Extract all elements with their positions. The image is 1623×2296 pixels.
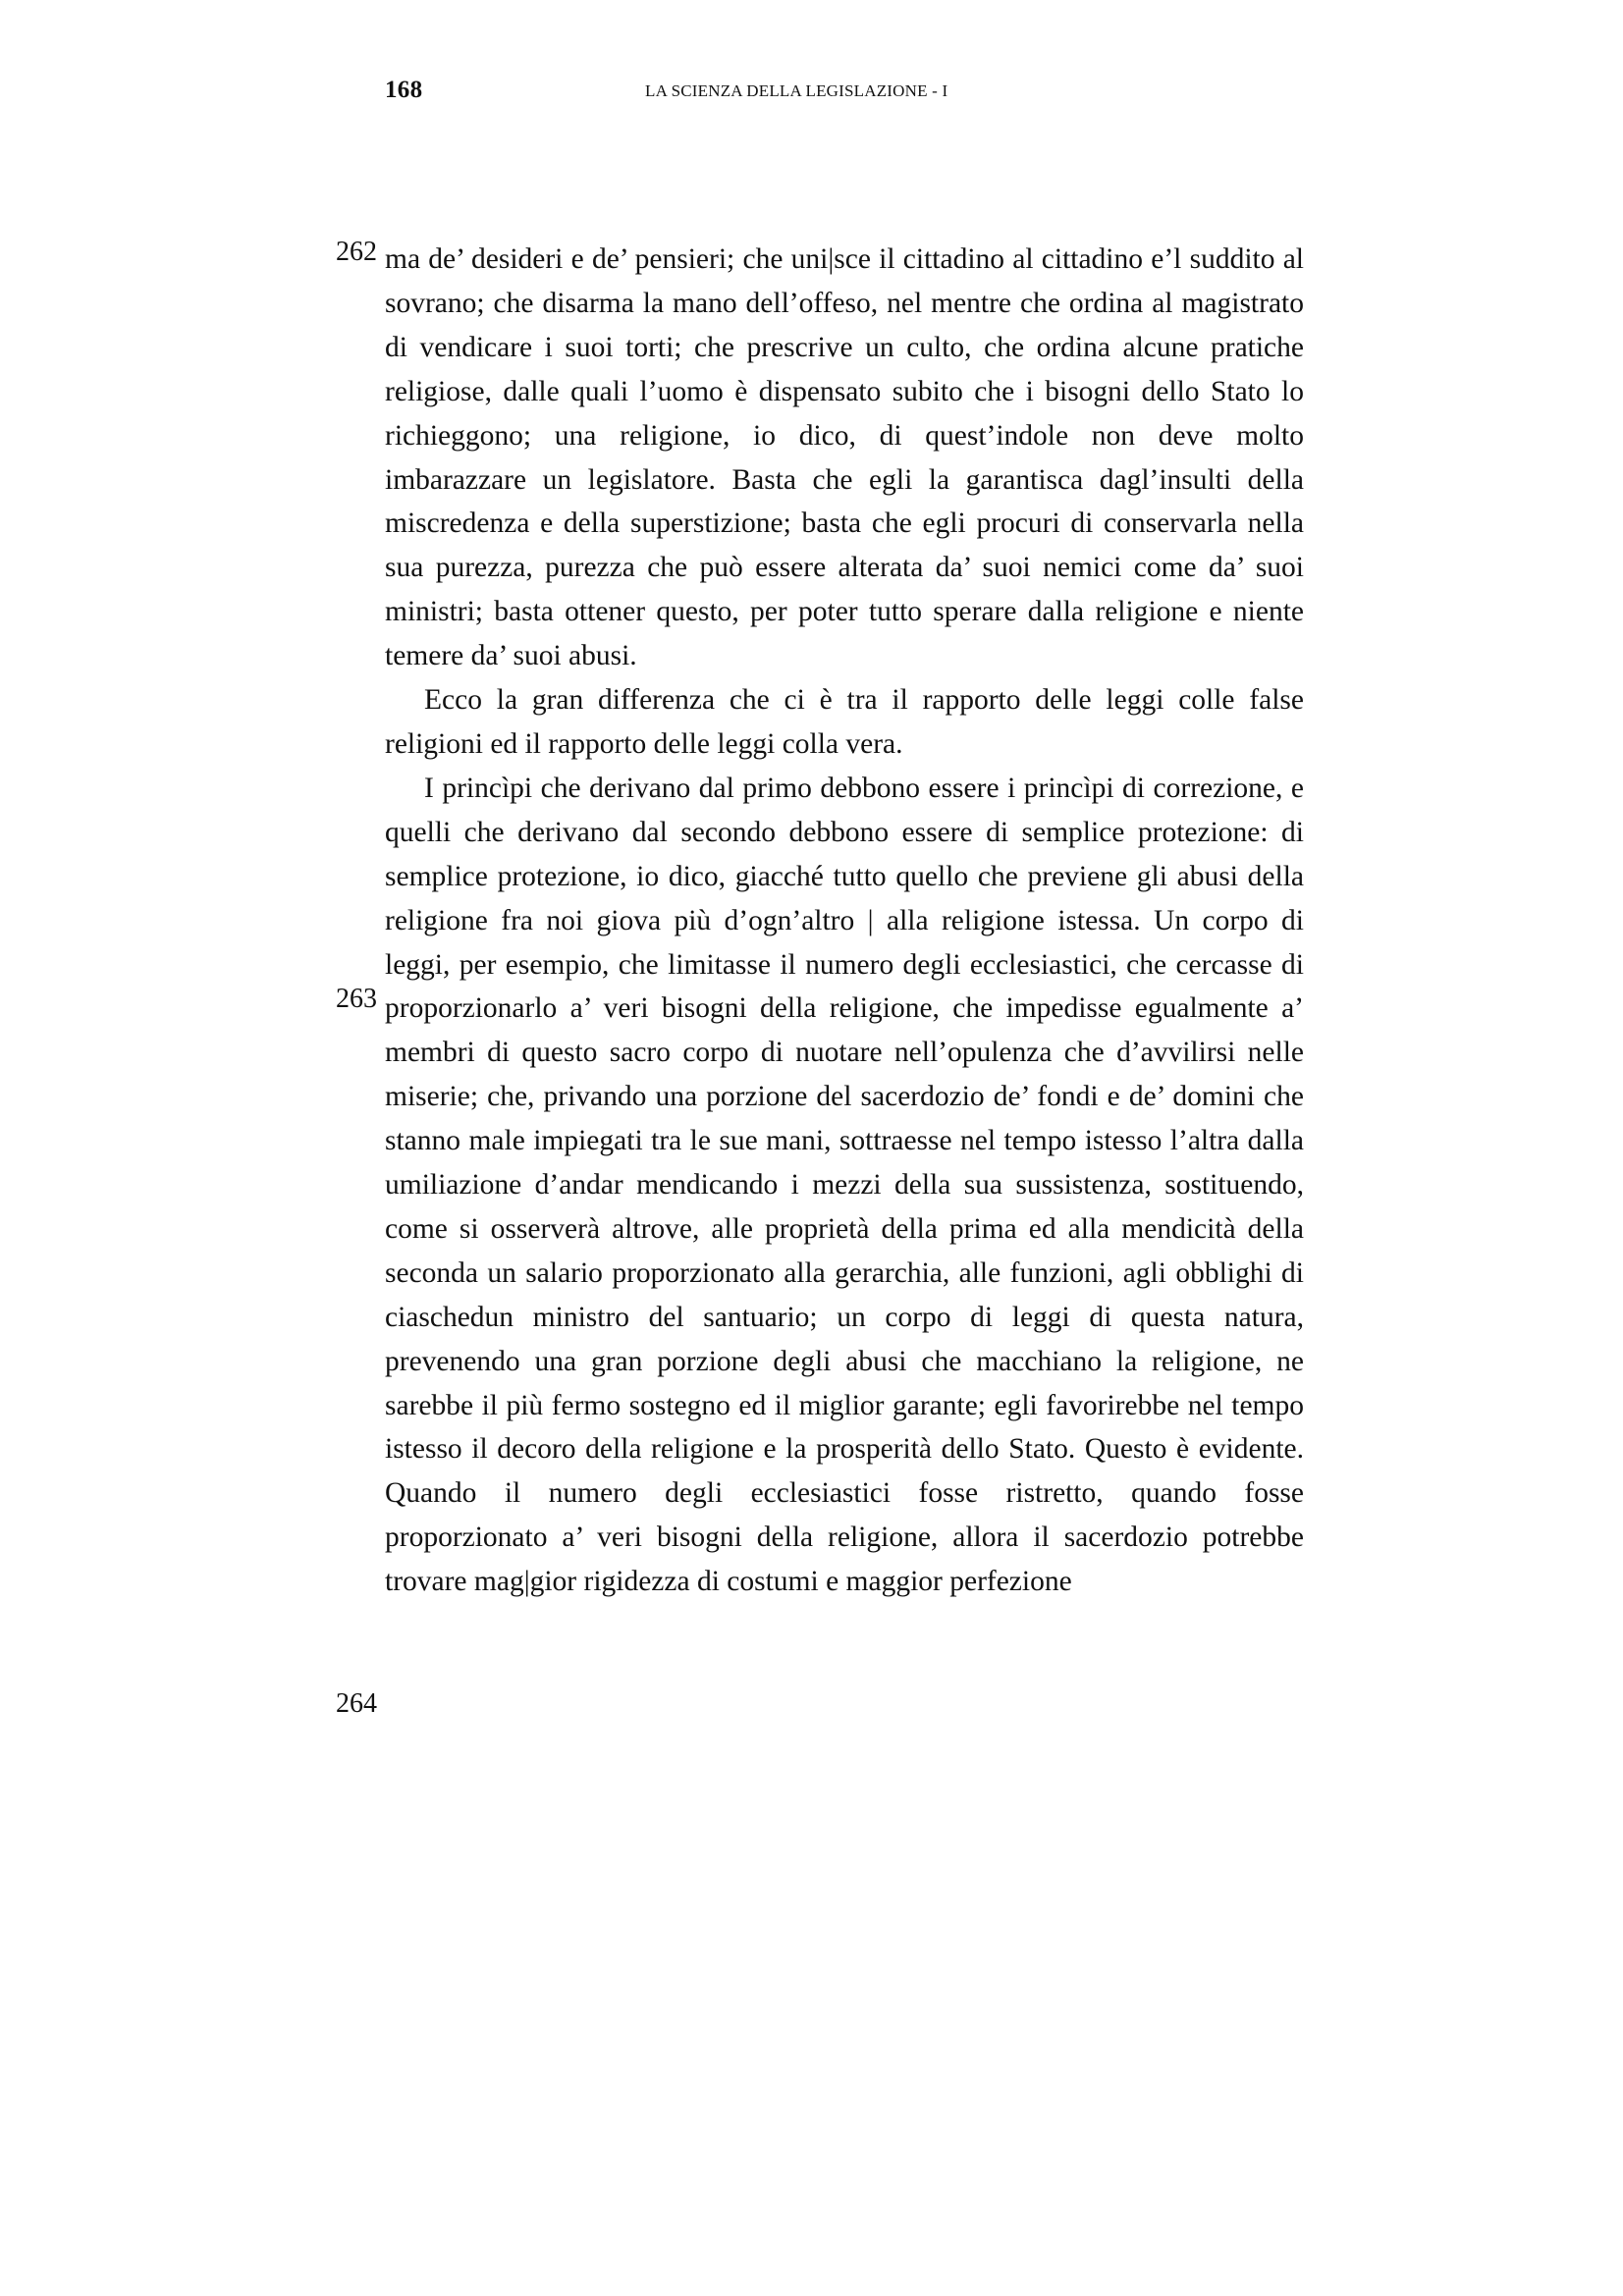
paragraph-1: ma de’ desideri e de’ pensieri; che uni|sce il cittadino al cittadino e’l suddito al sovrano; che disarma la mano dell’offeso, nel mentre che ordina al magistrato di vendicare i suoi torti; che prescrive un culto, che ordina alcune pratiche religiose, dalle quali l’uomo è dispensato subito che i bisogni dello Stato lo richieggono; una religione, io dico, di quest’indole non deve molto imbarazzare un legislatore. Basta che egli la garantisca dagl’insulti della miscredenza e della superstizione; basta che egli procuri di conservarla nella sua purezza, purezza che può essere alterata da’ suoi nemici come da’ suoi ministri; basta ottener questo, per poter tutto sperare dalla religione e niente temere da’ suoi abusi.	[385, 243, 1304, 672]
page-number: 168	[385, 77, 423, 103]
margin-number-264: 264	[336, 1688, 377, 1719]
page-header	[385, 77, 1302, 112]
margin-number-263: 263	[336, 984, 377, 1014]
margin-number-262: 262	[336, 237, 377, 267]
body-text	[385, 238, 1304, 1604]
paragraph-3: I princìpi che derivano dal primo debbono essere i princìpi di correzione, e quelli che derivano dal secondo debbono essere di semplice protezione: di semplice protezione, io dico, giacché tutto quello che previene gli abusi della religione fra noi giova più d’ogn’altro | alla religione istessa. Un corpo di leggi, per esempio, che limitasse il numero degli ecclesiastici, che cercasse di proporzionarlo a’ veri bisogni della religione, che impedisse egualmente a’ membri di questo sacro corpo di nuotare nell’opulenza che d’avvilirsi nelle miserie; che, privando una porzione del sacerdozio de’ fondi e de’ domini che stanno male impiegati tra le sue mani, sottraesse nel tempo istesso l’altra dalla umiliazione d’andar mendicando i mezzi della sua sussistenza, sostituendo, come si osserverà altrove, alle proprietà della prima ed alla mendicità della seconda un salario proporzionato alla gerarchia, alle funzioni, agli obblighi di ciaschedun ministro del santuario; un corpo di leggi di questa natura, prevenendo una gran porzione degli abusi che macchiano la religione, ne sarebbe il più fermo sostegno ed il miglior garante; egli favorirebbe nel tempo istesso il decoro della religione e la prosperità dello Stato. Questo è evidente. Quando il numero degli ecclesiastici fosse ristretto, quando fosse proporzionato a’ veri bisogni della religione, allora il sacerdozio potrebbe trovare mag|gior rigidezza di costumi e maggior perfezione	[385, 772, 1304, 1598]
paragraph-2: Ecco la gran differenza che ci è tra il rapporto delle leggi colle false religioni ed il rapporto delle leggi colla vera.	[385, 684, 1304, 760]
running-title: LA SCIENZA DELLA LEGISLAZIONE - I	[645, 81, 948, 100]
